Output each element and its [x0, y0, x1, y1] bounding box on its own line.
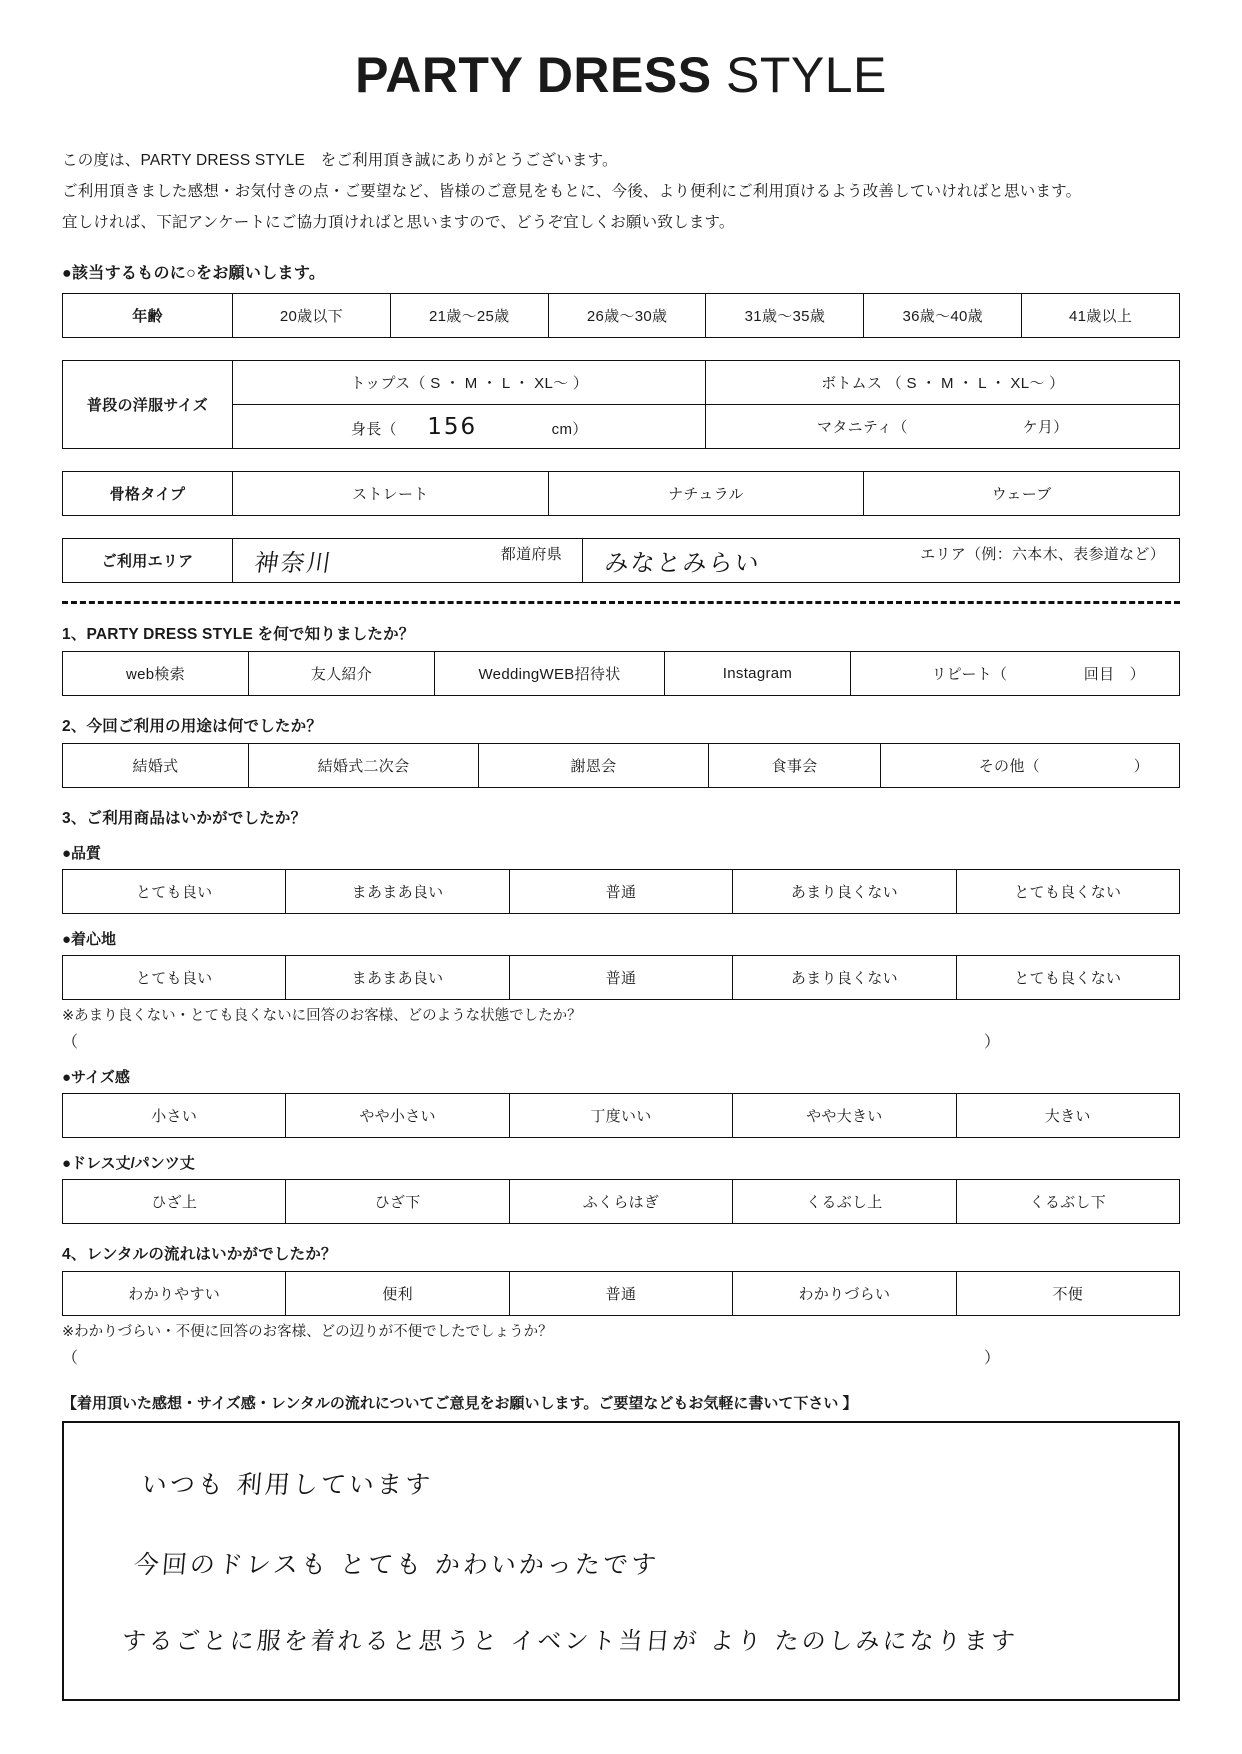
maternity-label: マタニティ（ [817, 419, 908, 436]
q4-heading: 4、レンタルの流れはいかがでしたか？ [62, 1246, 337, 1263]
comment-line-3: するごとに服を着れると思うと イベント当日が より たのしみになります [120, 1627, 1019, 1655]
table-row [63, 744, 1180, 788]
intro-line-2: ご利用頂きました感想・お気付きの点・ご要望など、皆様のご意見をもとに、今後、より便利にご利用頂けるよう改善していければと思います。 [62, 183, 1082, 200]
q4-answer-row[interactable] [62, 1345, 1180, 1368]
frame-type-row-label: 骨格タイプ [63, 472, 233, 516]
age-option-1[interactable]: 21歳〜25歳 [390, 294, 548, 338]
q2-other-label: その他（ [978, 758, 1040, 775]
quality-option-3[interactable]: あまり良くない [733, 870, 956, 914]
table-row [63, 1094, 1180, 1138]
table-row [63, 1272, 1180, 1316]
comment-line-2: 今回のドレスも とても かわいかったです [132, 1550, 661, 1579]
maternity-unit: ケ月） [1022, 419, 1069, 436]
table-row [63, 652, 1180, 696]
fit-option-0[interactable]: 小さい [63, 1094, 286, 1138]
fit-option-4[interactable]: 大きい [956, 1094, 1179, 1138]
table-row [63, 1180, 1180, 1224]
q1-option-2[interactable]: WeddingWEB招待状 [435, 652, 665, 696]
page-title [0, 48, 1242, 103]
age-option-5[interactable]: 41歳以上 [1022, 294, 1180, 338]
q2-heading: 2、今回ご利用の用途は何でしたか？ [62, 718, 323, 735]
q1-heading: 1、PARTY DRESS STYLE を何で知りましたか？ [62, 626, 415, 643]
circle-instruction: ●該当するものに○をお願いします。 [62, 265, 326, 282]
q1-repeat-suffix: 回目 ） [1083, 666, 1145, 683]
intro-line-3: 宜しければ、下記アンケートにご協力頂ければと思いますので、どうぞ宜しくお願い致します。 [62, 214, 735, 231]
q4-option-0[interactable]: わかりやすい [63, 1272, 286, 1316]
q3-quality-label: ●品質 [62, 845, 102, 862]
height-unit: cm） [551, 420, 588, 438]
q3-length-table [62, 1179, 1180, 1224]
length-option-0[interactable]: ひざ上 [63, 1180, 286, 1224]
title-bold-part: PARTY DRESS [355, 47, 712, 103]
comfort-option-3[interactable]: あまり良くない [733, 956, 956, 1000]
q2-option-2[interactable]: 謝恩会 [479, 744, 709, 788]
fit-option-3[interactable]: やや大きい [733, 1094, 956, 1138]
usage-area-table [62, 538, 1180, 583]
prefecture-value: 神奈川 [252, 549, 335, 577]
age-option-3[interactable]: 31歳〜35歳 [706, 294, 864, 338]
fit-option-2[interactable]: 丁度いい [509, 1094, 732, 1138]
quality-option-2[interactable]: 普通 [509, 870, 732, 914]
q3-quality-table [62, 869, 1180, 914]
q1-option-4[interactable] [851, 652, 1180, 696]
age-table [62, 293, 1180, 338]
intro-line-1: この度は、PARTY DRESS STYLE をご利用頂き誠にありがとうございます。 [62, 152, 618, 169]
q3-heading: 3、ご利用商品はいかがでしたか？ [62, 810, 307, 827]
length-option-4[interactable]: くるぶし下 [956, 1180, 1179, 1224]
q1-repeat-label: リピート（ [931, 666, 1008, 683]
comfort-answer-row[interactable] [62, 1029, 1180, 1052]
q1-option-0[interactable]: web検索 [63, 652, 249, 696]
table-row [63, 539, 1180, 583]
usage-area-row-label: ご利用エリア [63, 539, 233, 583]
q1-option-3[interactable]: Instagram [665, 652, 851, 696]
area-label: エリア（例：六本木、表参道など） [920, 546, 1165, 563]
age-row-label: 年齢 [63, 294, 233, 338]
comfort-open-paren: （ [62, 1034, 79, 1051]
comfort-option-1[interactable]: まあまあ良い [286, 956, 509, 1000]
quality-option-4[interactable]: とても良くない [956, 870, 1179, 914]
tops-size-options[interactable]: トップス（ S ・ M ・ L ・ XL〜 ） [233, 361, 706, 405]
q4-option-2[interactable]: 普通 [509, 1272, 732, 1316]
comfort-followup-note: ※あまり良くない・とても良くないに回答のお客様、どのような状態でしたか？ [62, 1008, 582, 1024]
bottoms-size-options[interactable]: ボトムス （ S ・ M ・ L ・ XL〜 ） [706, 361, 1180, 405]
usual-size-table [62, 360, 1180, 449]
comment-box[interactable] [62, 1421, 1180, 1701]
q4-followup-note: ※わかりづらい・不便に回答のお客様、どの辺りが不便でしたでしょうか？ [62, 1324, 553, 1340]
table-row [63, 956, 1180, 1000]
length-option-2[interactable]: ふくらはぎ [509, 1180, 732, 1224]
q2-option-4[interactable] [881, 744, 1180, 788]
title-light-part: STYLE [726, 47, 887, 103]
table-row [63, 472, 1180, 516]
usual-size-row-label: 普段の洋服サイズ [63, 361, 233, 449]
quality-option-1[interactable]: まあまあ良い [286, 870, 509, 914]
q4-option-4[interactable]: 不便 [956, 1272, 1179, 1316]
q1-option-1[interactable]: 友人紹介 [249, 652, 435, 696]
q2-option-1[interactable]: 結婚式二次会 [249, 744, 479, 788]
frame-option-2[interactable]: ウェーブ [864, 472, 1180, 516]
q1-table [62, 651, 1180, 696]
q3-comfort-label: ●着心地 [62, 931, 117, 948]
prefecture-cell[interactable] [233, 539, 583, 583]
prefecture-label: 都道府県 [500, 546, 562, 563]
q4-open-paren: （ [62, 1350, 79, 1367]
comfort-option-4[interactable]: とても良くない [956, 956, 1179, 1000]
quality-option-0[interactable]: とても良い [63, 870, 286, 914]
comfort-option-0[interactable]: とても良い [63, 956, 286, 1000]
q3-fit-table [62, 1093, 1180, 1138]
q2-table [62, 743, 1180, 788]
q4-close-paren: ） [983, 1350, 1000, 1367]
comfort-option-2[interactable]: 普通 [509, 956, 732, 1000]
length-option-1[interactable]: ひざ下 [286, 1180, 509, 1224]
page-header [0, 0, 1242, 115]
q2-option-3[interactable]: 食事会 [709, 744, 881, 788]
section-divider [62, 601, 1180, 604]
comment-heading: 【着用頂いた感想・サイズ感・レンタルの流れについてご意見をお願いします。ご要望などもお気軽に書いて下さい 】 [62, 1395, 858, 1412]
maternity-field-cell[interactable] [706, 405, 1180, 449]
table-row [63, 870, 1180, 914]
table-row [63, 294, 1180, 338]
comment-line-1: いつも 利用しています [140, 1470, 435, 1499]
q4-table [62, 1271, 1180, 1316]
q2-other-suffix: ） [1133, 758, 1149, 775]
height-label: 身長（ [350, 420, 397, 438]
q4-option-3[interactable]: わかりづらい [733, 1272, 956, 1316]
length-option-3[interactable]: くるぶし上 [733, 1180, 956, 1224]
age-option-2[interactable]: 26歳〜30歳 [548, 294, 706, 338]
area-value: みなとみらい [603, 549, 763, 577]
q3-fit-label: ●サイズ感 [62, 1069, 130, 1086]
frame-type-table [62, 471, 1180, 516]
q3-comfort-table [62, 955, 1180, 1000]
frame-option-0[interactable]: ストレート [233, 472, 549, 516]
height-field-cell[interactable] [233, 405, 706, 449]
fit-option-1[interactable]: やや小さい [286, 1094, 509, 1138]
table-row [63, 361, 1180, 405]
q2-option-0[interactable]: 結婚式 [63, 744, 249, 788]
frame-option-1[interactable]: ナチュラル [548, 472, 864, 516]
age-option-0[interactable]: 20歳以下 [233, 294, 391, 338]
q4-option-1[interactable]: 便利 [286, 1272, 509, 1316]
height-value: 156 [427, 413, 478, 440]
age-option-4[interactable]: 36歳〜40歳 [864, 294, 1022, 338]
q3-length-label: ●ドレス丈/パンツ丈 [62, 1155, 195, 1172]
area-name-cell[interactable] [583, 539, 1180, 583]
comfort-close-paren: ） [983, 1034, 1000, 1051]
intro-paragraph [62, 145, 1180, 238]
